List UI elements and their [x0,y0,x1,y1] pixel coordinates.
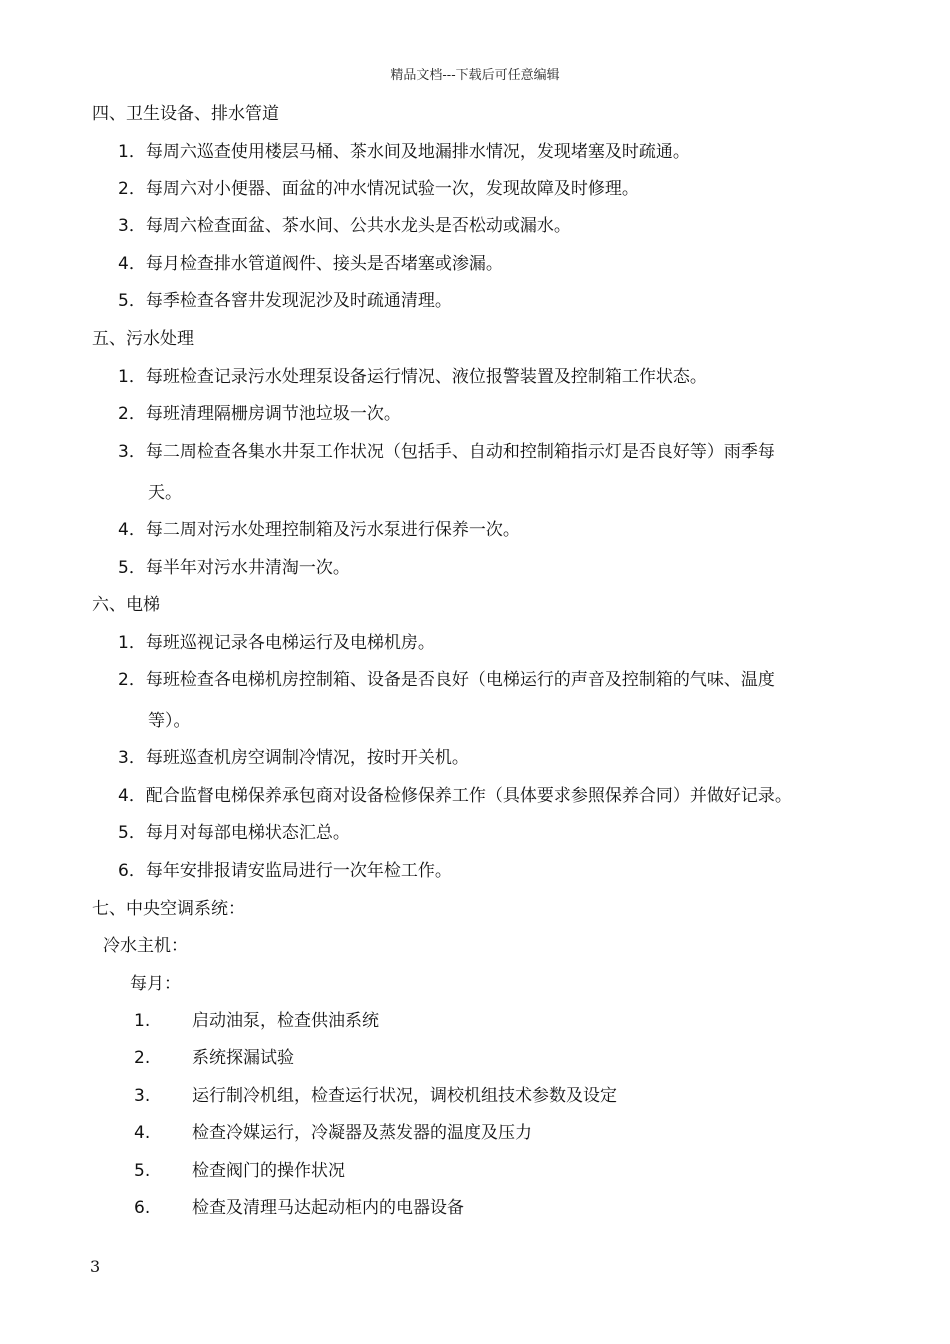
list-item-continuation: 等）。 [148,711,191,731]
list-item: 5．每月对每部电梯状态汇总。 [118,823,350,843]
list-item [134,1159,345,1183]
subsection-title-chiller: 冷水主机： [103,936,188,956]
section-title-elevator: 六、电梯 [92,595,160,615]
section-title-sanitary: 四、卫生设备、排水管道 [92,104,279,124]
list-item: 5．每季检查各窨井发现泥沙及时疏通清理。 [118,291,452,311]
item-number: 2. [134,1048,151,1068]
item-text: 检查及清理马达起动柜内的电器设备 [192,1198,464,1218]
list-item: 2．每班清理隔栅房调节池垃圾一次。 [118,404,401,424]
list-item: 2．每班检查各电梯机房控制箱、设备是否良好（电梯运行的声音及控制箱的气味、温度 [118,670,775,690]
item-number: 6. [134,1198,151,1218]
list-item [134,1121,532,1145]
list-item: 4．每月检查排水管道阀件、接头是否堵塞或渗漏。 [118,254,503,274]
item-text: 运行制冷机组，检查运行状况，调校机组技术参数及设定 [192,1086,617,1106]
item-number: 4. [134,1123,151,1143]
list-item: 4．每二周对污水处理控制箱及污水泵进行保养一次。 [118,520,520,540]
section-title-hvac: 七、中央空调系统： [92,899,245,919]
list-item: 1．每班巡视记录各电梯运行及电梯机房。 [118,633,435,653]
list-item [134,1196,464,1220]
item-text: 检查冷媒运行，冷凝器及蒸发器的温度及压力 [192,1123,532,1143]
section-title-sewage: 五、污水处理 [92,329,194,349]
item-number: 3. [134,1086,151,1106]
item-text: 启动油泵，检查供油系统 [192,1011,379,1031]
list-item [134,1046,294,1070]
list-item [134,1084,617,1108]
list-item: 4．配合监督电梯保养承包商对设备检修保养工作（具体要求参照保养合同）并做好记录。 [118,786,792,806]
list-item: 2．每周六对小便器、面盆的冲水情况试验一次，发现故障及时修理。 [118,179,639,199]
list-item: 3．每周六检查面盆、茶水间、公共水龙头是否松动或漏水。 [118,216,571,236]
list-item [134,1009,379,1033]
item-text: 检查阀门的操作状况 [192,1161,345,1181]
item-number: 1. [134,1011,151,1031]
list-item: 3．每二周检查各集水井泵工作状况（包括手、自动和控制箱指示灯是否良好等）雨季每 [118,442,775,462]
list-item: 3．每班巡查机房空调制冷情况，按时开关机。 [118,748,469,768]
frequency-label: 每月： [130,974,181,994]
item-text: 系统探漏试验 [192,1048,294,1068]
list-item: 6．每年安排报请安监局进行一次年检工作。 [118,861,452,881]
list-item: 1．每班检查记录污水处理泵设备运行情况、液位报警装置及控制箱工作状态。 [118,367,707,387]
list-item: 1．每周六巡查使用楼层马桶、茶水间及地漏排水情况，发现堵塞及时疏通。 [118,142,690,162]
page-header: 精品文档---下载后可任意编辑 [390,68,560,83]
list-item: 5．每半年对污水井清淘一次。 [118,558,350,578]
page-number: 3 [90,1257,101,1276]
list-item-continuation: 天。 [148,483,182,503]
item-number: 5. [134,1161,151,1181]
